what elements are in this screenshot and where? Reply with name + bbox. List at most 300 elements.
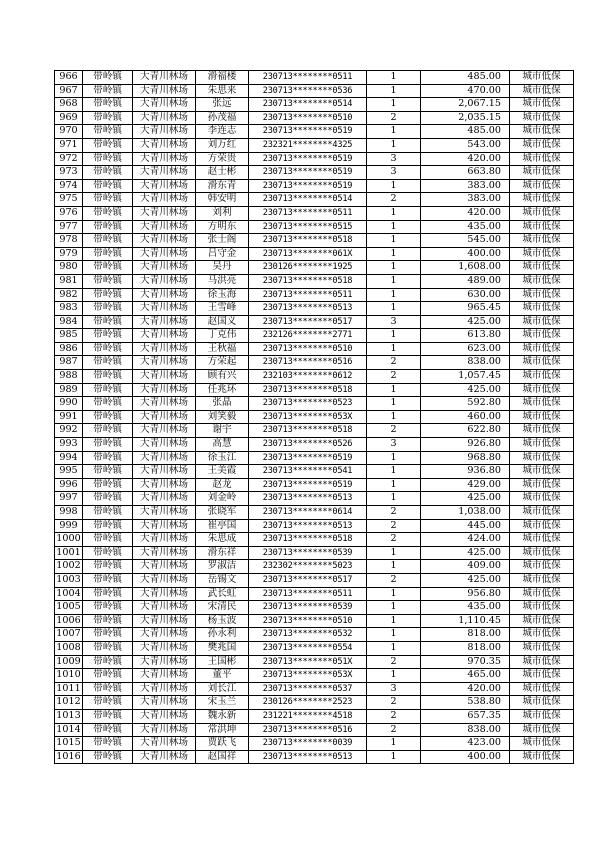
category-cell: 城市低保 — [510, 560, 574, 574]
person-name-cell: 滑东青 — [196, 179, 249, 193]
table-row — [55, 560, 574, 574]
table-row — [55, 98, 574, 112]
person-name-cell: 朱思成 — [196, 533, 249, 547]
amount-cell: 956.80 — [421, 587, 510, 601]
person-name-cell: 王美霞 — [196, 465, 249, 479]
row-number-cell: 1014 — [55, 723, 83, 737]
amount-cell: 435.00 — [421, 601, 510, 615]
table-row — [55, 342, 574, 356]
amount-cell: 965.45 — [421, 302, 510, 316]
row-number-cell: 994 — [55, 451, 83, 465]
table-row — [55, 533, 574, 547]
amount-cell: 420.00 — [421, 682, 510, 696]
town-cell: 带岭镇 — [83, 98, 133, 112]
category-cell: 城市低保 — [510, 587, 574, 601]
household-size-cell: 1 — [367, 84, 421, 98]
id-number-cell: 230713********0519 — [249, 152, 367, 166]
forest-farm-cell: 大青川林场 — [133, 682, 196, 696]
row-number-cell: 996 — [55, 478, 83, 492]
id-number-cell: 230713********0518 — [249, 274, 367, 288]
amount-cell: 1,608.00 — [421, 261, 510, 275]
row-number-cell: 1013 — [55, 709, 83, 723]
row-number-cell: 999 — [55, 519, 83, 533]
town-cell: 带岭镇 — [83, 206, 133, 220]
table-row — [55, 71, 574, 85]
id-number-cell: 230126********1925 — [249, 261, 367, 275]
forest-farm-cell: 大青川林场 — [133, 519, 196, 533]
forest-farm-cell: 大青川林场 — [133, 424, 196, 438]
row-number-cell: 975 — [55, 193, 83, 207]
town-cell: 带岭镇 — [83, 519, 133, 533]
town-cell: 带岭镇 — [83, 342, 133, 356]
category-cell: 城市低保 — [510, 315, 574, 329]
row-number-cell: 1001 — [55, 546, 83, 560]
row-number-cell: 1012 — [55, 696, 83, 710]
id-number-cell: 230713********0539 — [249, 546, 367, 560]
household-size-cell: 1 — [367, 383, 421, 397]
category-cell: 城市低保 — [510, 737, 574, 751]
id-number-cell: 230713********0519 — [249, 166, 367, 180]
household-size-cell: 1 — [367, 750, 421, 764]
amount-cell: 425.00 — [421, 546, 510, 560]
amount-cell: 485.00 — [421, 125, 510, 139]
category-cell: 城市低保 — [510, 179, 574, 193]
category-cell: 城市低保 — [510, 451, 574, 465]
id-number-cell: 230713********0539 — [249, 601, 367, 615]
forest-farm-cell: 大青川林场 — [133, 342, 196, 356]
person-name-cell: 王国彬 — [196, 655, 249, 669]
town-cell: 带岭镇 — [83, 274, 133, 288]
person-name-cell: 张远 — [196, 98, 249, 112]
town-cell: 带岭镇 — [83, 193, 133, 207]
household-size-cell: 1 — [367, 560, 421, 574]
forest-farm-cell: 大青川林场 — [133, 465, 196, 479]
amount-cell: 968.80 — [421, 451, 510, 465]
household-size-cell: 1 — [367, 274, 421, 288]
id-number-cell: 230713********0554 — [249, 641, 367, 655]
person-name-cell: 方荣贵 — [196, 152, 249, 166]
person-name-cell: 魏永新 — [196, 709, 249, 723]
row-number-cell: 1016 — [55, 750, 83, 764]
household-size-cell: 2 — [367, 709, 421, 723]
forest-farm-cell: 大青川林场 — [133, 560, 196, 574]
forest-farm-cell: 大青川林场 — [133, 533, 196, 547]
id-number-cell: 230713********0519 — [249, 478, 367, 492]
town-cell: 带岭镇 — [83, 302, 133, 316]
amount-cell: 838.00 — [421, 356, 510, 370]
person-name-cell: 罗淑洁 — [196, 560, 249, 574]
id-number-cell: 230713********0518 — [249, 424, 367, 438]
forest-farm-cell: 大青川林场 — [133, 669, 196, 683]
forest-farm-cell: 大青川林场 — [133, 410, 196, 424]
table-row — [55, 193, 574, 207]
row-number-cell: 976 — [55, 206, 83, 220]
category-cell: 城市低保 — [510, 410, 574, 424]
category-cell: 城市低保 — [510, 682, 574, 696]
id-number-cell: 230713********0039 — [249, 737, 367, 751]
forest-farm-cell: 大青川林场 — [133, 71, 196, 85]
id-number-cell: 230713********0511 — [249, 71, 367, 85]
amount-cell: 623.00 — [421, 342, 510, 356]
id-number-cell: 232321********4325 — [249, 138, 367, 152]
table-row — [55, 506, 574, 520]
row-number-cell: 983 — [55, 302, 83, 316]
town-cell: 带岭镇 — [83, 546, 133, 560]
row-number-cell: 988 — [55, 370, 83, 384]
town-cell: 带岭镇 — [83, 709, 133, 723]
amount-cell: 409.00 — [421, 560, 510, 574]
table-row — [55, 397, 574, 411]
forest-farm-cell: 大青川林场 — [133, 220, 196, 234]
row-number-cell: 981 — [55, 274, 83, 288]
person-name-cell: 张晶 — [196, 397, 249, 411]
town-cell: 带岭镇 — [83, 329, 133, 343]
table-row — [55, 424, 574, 438]
town-cell: 带岭镇 — [83, 152, 133, 166]
id-number-cell: 230713********0510 — [249, 614, 367, 628]
forest-farm-cell: 大青川林场 — [133, 247, 196, 261]
town-cell: 带岭镇 — [83, 397, 133, 411]
amount-cell: 622.80 — [421, 424, 510, 438]
id-number-cell: 230713********0532 — [249, 628, 367, 642]
town-cell: 带岭镇 — [83, 261, 133, 275]
forest-farm-cell: 大青川林场 — [133, 383, 196, 397]
person-name-cell: 崔亭国 — [196, 519, 249, 533]
category-cell: 城市低保 — [510, 641, 574, 655]
household-size-cell: 3 — [367, 166, 421, 180]
table-row — [55, 709, 574, 723]
household-size-cell: 2 — [367, 696, 421, 710]
town-cell: 带岭镇 — [83, 410, 133, 424]
amount-cell: 2,067.15 — [421, 98, 510, 112]
table-row — [55, 329, 574, 343]
row-number-cell: 974 — [55, 179, 83, 193]
household-size-cell: 3 — [367, 438, 421, 452]
person-name-cell: 方明东 — [196, 220, 249, 234]
row-number-cell: 986 — [55, 342, 83, 356]
person-name-cell: 岳锡文 — [196, 573, 249, 587]
household-size-cell: 2 — [367, 356, 421, 370]
table-row — [55, 696, 574, 710]
person-name-cell: 韩安明 — [196, 193, 249, 207]
amount-cell: 545.00 — [421, 234, 510, 248]
town-cell: 带岭镇 — [83, 71, 133, 85]
town-cell: 带岭镇 — [83, 220, 133, 234]
id-number-cell: 230713********061X — [249, 247, 367, 261]
town-cell: 带岭镇 — [83, 138, 133, 152]
row-number-cell: 993 — [55, 438, 83, 452]
amount-cell: 592.80 — [421, 397, 510, 411]
data-sheet — [54, 70, 574, 764]
household-size-cell: 1 — [367, 737, 421, 751]
forest-farm-cell: 大青川林场 — [133, 125, 196, 139]
forest-farm-cell: 大青川林场 — [133, 601, 196, 615]
person-name-cell: 朱思来 — [196, 84, 249, 98]
category-cell: 城市低保 — [510, 397, 574, 411]
person-name-cell: 樊兆国 — [196, 641, 249, 655]
id-number-cell: 230713********0513 — [249, 492, 367, 506]
town-cell: 带岭镇 — [83, 478, 133, 492]
amount-cell: 2,035.15 — [421, 111, 510, 125]
town-cell: 带岭镇 — [83, 628, 133, 642]
id-number-cell: 231221********4518 — [249, 709, 367, 723]
household-size-cell: 1 — [367, 492, 421, 506]
amount-cell: 538.80 — [421, 696, 510, 710]
id-number-cell: 230713********0513 — [249, 302, 367, 316]
table-row — [55, 451, 574, 465]
category-cell: 城市低保 — [510, 193, 574, 207]
forest-farm-cell: 大青川林场 — [133, 193, 196, 207]
row-number-cell: 987 — [55, 356, 83, 370]
forest-farm-cell: 大青川林场 — [133, 628, 196, 642]
forest-farm-cell: 大青川林场 — [133, 723, 196, 737]
forest-farm-cell: 大青川林场 — [133, 451, 196, 465]
person-name-cell: 贾跃飞 — [196, 737, 249, 751]
table-row — [55, 438, 574, 452]
category-cell: 城市低保 — [510, 111, 574, 125]
row-number-cell: 1010 — [55, 669, 83, 683]
table-row — [55, 234, 574, 248]
category-cell: 城市低保 — [510, 138, 574, 152]
forest-farm-cell: 大青川林场 — [133, 261, 196, 275]
person-name-cell: 方荣起 — [196, 356, 249, 370]
row-number-cell: 1009 — [55, 655, 83, 669]
category-cell: 城市低保 — [510, 546, 574, 560]
household-size-cell: 1 — [367, 397, 421, 411]
category-cell: 城市低保 — [510, 601, 574, 615]
person-name-cell: 常洪坤 — [196, 723, 249, 737]
row-number-cell: 1007 — [55, 628, 83, 642]
row-number-cell: 1006 — [55, 614, 83, 628]
town-cell: 带岭镇 — [83, 641, 133, 655]
household-size-cell: 1 — [367, 234, 421, 248]
row-number-cell: 972 — [55, 152, 83, 166]
forest-farm-cell: 大青川林场 — [133, 737, 196, 751]
person-name-cell: 赵国祥 — [196, 750, 249, 764]
row-number-cell: 997 — [55, 492, 83, 506]
table-row — [55, 356, 574, 370]
forest-farm-cell: 大青川林场 — [133, 614, 196, 628]
person-name-cell: 马洪亮 — [196, 274, 249, 288]
category-cell: 城市低保 — [510, 533, 574, 547]
household-size-cell: 1 — [367, 98, 421, 112]
person-name-cell: 高慧 — [196, 438, 249, 452]
category-cell: 城市低保 — [510, 465, 574, 479]
row-number-cell: 995 — [55, 465, 83, 479]
id-number-cell: 230126********2523 — [249, 696, 367, 710]
amount-cell: 657.35 — [421, 709, 510, 723]
town-cell: 带岭镇 — [83, 438, 133, 452]
row-number-cell: 980 — [55, 261, 83, 275]
town-cell: 带岭镇 — [83, 451, 133, 465]
table-row — [55, 750, 574, 764]
category-cell: 城市低保 — [510, 342, 574, 356]
town-cell: 带岭镇 — [83, 601, 133, 615]
household-size-cell: 3 — [367, 682, 421, 696]
table-row — [55, 492, 574, 506]
amount-cell: 485.00 — [421, 71, 510, 85]
amount-cell: 926.80 — [421, 438, 510, 452]
forest-farm-cell: 大青川林场 — [133, 370, 196, 384]
household-size-cell: 1 — [367, 587, 421, 601]
category-cell: 城市低保 — [510, 288, 574, 302]
id-number-cell: 230713********0517 — [249, 315, 367, 329]
amount-cell: 383.00 — [421, 179, 510, 193]
town-cell: 带岭镇 — [83, 587, 133, 601]
category-cell: 城市低保 — [510, 220, 574, 234]
amount-cell: 400.00 — [421, 247, 510, 261]
amount-cell: 613.80 — [421, 329, 510, 343]
amount-cell: 489.00 — [421, 274, 510, 288]
id-number-cell: 230713********0536 — [249, 84, 367, 98]
row-number-cell: 978 — [55, 234, 83, 248]
id-number-cell: 230713********0523 — [249, 397, 367, 411]
town-cell: 带岭镇 — [83, 166, 133, 180]
town-cell: 带岭镇 — [83, 179, 133, 193]
row-number-cell: 989 — [55, 383, 83, 397]
row-number-cell: 977 — [55, 220, 83, 234]
id-number-cell: 230713********0526 — [249, 438, 367, 452]
table-body — [55, 71, 574, 764]
category-cell: 城市低保 — [510, 247, 574, 261]
row-number-cell: 1004 — [55, 587, 83, 601]
person-name-cell: 吴丹 — [196, 261, 249, 275]
household-size-cell: 1 — [367, 261, 421, 275]
id-number-cell: 230713********0517 — [249, 573, 367, 587]
town-cell: 带岭镇 — [83, 383, 133, 397]
table-row — [55, 628, 574, 642]
person-name-cell: 刘利 — [196, 206, 249, 220]
category-cell: 城市低保 — [510, 302, 574, 316]
town-cell: 带岭镇 — [83, 723, 133, 737]
category-cell: 城市低保 — [510, 723, 574, 737]
town-cell: 带岭镇 — [83, 737, 133, 751]
category-cell: 城市低保 — [510, 383, 574, 397]
row-number-cell: 1008 — [55, 641, 83, 655]
person-name-cell: 王秋福 — [196, 342, 249, 356]
amount-cell: 425.00 — [421, 492, 510, 506]
id-number-cell: 230713********0518 — [249, 533, 367, 547]
table-row — [55, 587, 574, 601]
person-name-cell: 徐玉江 — [196, 451, 249, 465]
table-row — [55, 737, 574, 751]
category-cell: 城市低保 — [510, 274, 574, 288]
row-number-cell: 982 — [55, 288, 83, 302]
household-size-cell: 2 — [367, 655, 421, 669]
person-name-cell: 滑福楼 — [196, 71, 249, 85]
town-cell: 带岭镇 — [83, 288, 133, 302]
household-size-cell: 2 — [367, 424, 421, 438]
person-name-cell: 刘笑毅 — [196, 410, 249, 424]
category-cell: 城市低保 — [510, 506, 574, 520]
person-name-cell: 王雪峰 — [196, 302, 249, 316]
household-size-cell: 3 — [367, 315, 421, 329]
household-size-cell: 1 — [367, 125, 421, 139]
town-cell: 带岭镇 — [83, 84, 133, 98]
forest-farm-cell: 大青川林场 — [133, 329, 196, 343]
category-cell: 城市低保 — [510, 166, 574, 180]
row-number-cell: 1011 — [55, 682, 83, 696]
row-number-cell: 992 — [55, 424, 83, 438]
table-row — [55, 111, 574, 125]
table-row — [55, 206, 574, 220]
row-number-cell: 967 — [55, 84, 83, 98]
amount-cell: 630.00 — [421, 288, 510, 302]
table-row — [55, 601, 574, 615]
table-row — [55, 723, 574, 737]
table-row — [55, 641, 574, 655]
row-number-cell: 985 — [55, 329, 83, 343]
amount-cell: 818.00 — [421, 641, 510, 655]
table-row — [55, 546, 574, 560]
forest-farm-cell: 大青川林场 — [133, 546, 196, 560]
table-row — [55, 261, 574, 275]
household-size-cell: 2 — [367, 193, 421, 207]
forest-farm-cell: 大青川林场 — [133, 696, 196, 710]
person-name-cell: 赵龙 — [196, 478, 249, 492]
table-row — [55, 669, 574, 683]
category-cell: 城市低保 — [510, 519, 574, 533]
amount-cell: 423.00 — [421, 737, 510, 751]
person-name-cell: 孙茂福 — [196, 111, 249, 125]
id-number-cell: 230713********0510 — [249, 111, 367, 125]
id-number-cell: 230713********0513 — [249, 519, 367, 533]
amount-cell: 470.00 — [421, 84, 510, 98]
amount-cell: 818.00 — [421, 628, 510, 642]
id-number-cell: 230713********053X — [249, 410, 367, 424]
forest-farm-cell: 大青川林场 — [133, 750, 196, 764]
id-number-cell: 230713********0513 — [249, 750, 367, 764]
forest-farm-cell: 大青川林场 — [133, 152, 196, 166]
town-cell: 带岭镇 — [83, 614, 133, 628]
person-name-cell: 武长虹 — [196, 587, 249, 601]
table-row — [55, 315, 574, 329]
row-number-cell: 970 — [55, 125, 83, 139]
category-cell: 城市低保 — [510, 125, 574, 139]
forest-farm-cell: 大青川林场 — [133, 573, 196, 587]
forest-farm-cell: 大青川林场 — [133, 138, 196, 152]
row-number-cell: 973 — [55, 166, 83, 180]
category-cell: 城市低保 — [510, 84, 574, 98]
town-cell: 带岭镇 — [83, 506, 133, 520]
household-size-cell: 1 — [367, 302, 421, 316]
category-cell: 城市低保 — [510, 424, 574, 438]
household-size-cell: 2 — [367, 533, 421, 547]
household-size-cell: 1 — [367, 451, 421, 465]
forest-farm-cell: 大青川林场 — [133, 111, 196, 125]
id-number-cell: 230713********0541 — [249, 465, 367, 479]
person-name-cell: 张晓军 — [196, 506, 249, 520]
household-size-cell: 2 — [367, 111, 421, 125]
town-cell: 带岭镇 — [83, 356, 133, 370]
town-cell: 带岭镇 — [83, 465, 133, 479]
forest-farm-cell: 大青川林场 — [133, 397, 196, 411]
household-size-cell: 1 — [367, 329, 421, 343]
amount-cell: 425.00 — [421, 573, 510, 587]
amount-cell: 425.00 — [421, 315, 510, 329]
row-number-cell: 968 — [55, 98, 83, 112]
town-cell: 带岭镇 — [83, 125, 133, 139]
person-name-cell: 徐玉海 — [196, 288, 249, 302]
forest-farm-cell: 大青川林场 — [133, 84, 196, 98]
forest-farm-cell: 大青川林场 — [133, 315, 196, 329]
row-number-cell: 998 — [55, 506, 83, 520]
household-size-cell: 2 — [367, 370, 421, 384]
table-row — [55, 573, 574, 587]
household-size-cell: 1 — [367, 614, 421, 628]
category-cell: 城市低保 — [510, 750, 574, 764]
household-size-cell: 1 — [367, 138, 421, 152]
